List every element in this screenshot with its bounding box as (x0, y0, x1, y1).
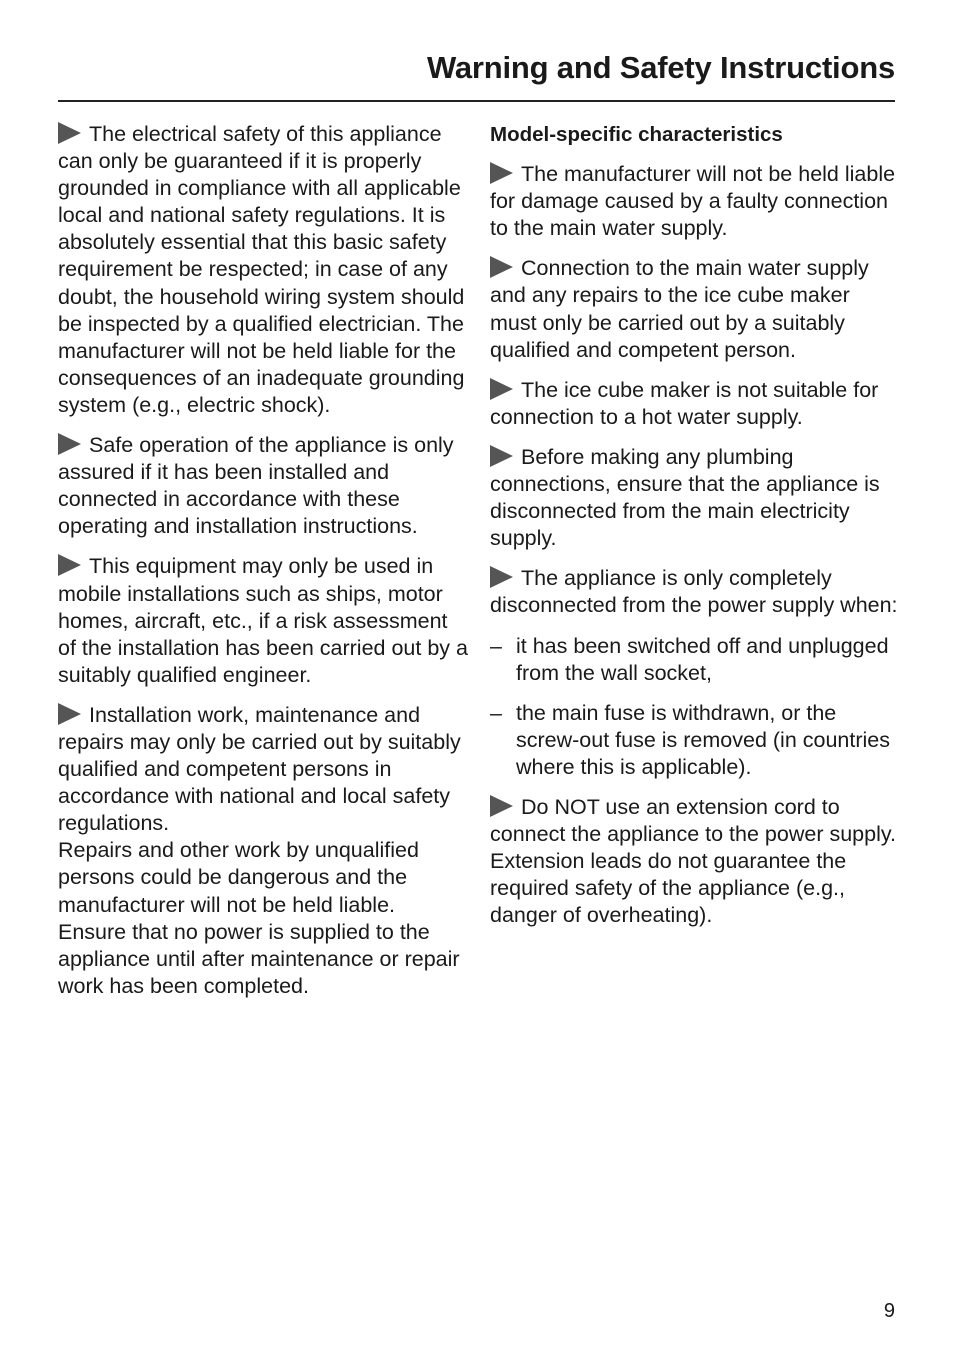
dash-list-item: – it has been switched off and unplugged from the wall socket, (490, 633, 889, 685)
page-title: Warning and Safety Instructions (426, 50, 895, 85)
left-column (58, 121, 470, 1013)
safety-paragraph: The appliance is only completely disconnected from the power supply when: (490, 566, 898, 618)
safety-paragraph: This equipment may only be used in mobile installations such as ships, motor homes, aircraft, etc., if a risk assessment of the installation has been carried out by a suitably qualified engineer. (58, 554, 468, 687)
right-column (490, 121, 900, 942)
dash-bullet: – (490, 700, 502, 725)
arrow-icon (58, 433, 81, 455)
arrow-icon (490, 566, 513, 588)
safety-paragraph: The manufacturer will not be held liable for damage caused by a faulty connection to the main water supply. (490, 162, 896, 241)
page-number: 9 (883, 1300, 895, 1322)
dash-list-item: – the main fuse is withdrawn, or the screw-out fuse is removed (in countries where this is applicable). (490, 700, 891, 779)
arrow-icon (490, 256, 513, 278)
arrow-icon (58, 122, 81, 144)
arrow-icon (58, 703, 81, 725)
header-rule (58, 100, 895, 102)
section-heading: Model-specific characteristics (490, 123, 783, 146)
safety-paragraph: Before making any plumbing connections, ensure that the appliance is disconnected from the main electricity supply. (490, 444, 880, 551)
safety-paragraph: The ice cube maker is not suitable for connection to a hot water supply. (490, 377, 879, 429)
arrow-icon (58, 554, 81, 576)
arrow-icon (490, 378, 513, 400)
safety-paragraph: Do NOT use an extension cord to connect the appliance to the power supply. Extension leads do not guarantee the required safety of the appliance (e.g., danger of overheating). (490, 794, 896, 928)
safety-paragraph: The electrical safety of this appliance can only be guaranteed if it is properly grounded in compliance with all applicable local and national safety regulations. It is absolutely essential that this basic safety requirement be respected; in case of any doubt, the household wiring system should be inspected by a qualified electrician. The manufacturer will not be held liable for the consequences of an inadequate grounding system (e.g., electric shock). (58, 122, 465, 417)
arrow-icon (490, 795, 513, 817)
arrow-icon (490, 162, 513, 184)
safety-paragraph: Connection to the main water supply and any repairs to the ice cube maker must only be carried out by a suitably qualified and competent person. (490, 256, 869, 362)
dash-bullet: – (490, 633, 502, 658)
arrow-icon (490, 445, 513, 467)
safety-paragraph: Safe operation of the appliance is only assured if it has been installed and connected in accordance with these operating and installation instructions. (58, 433, 454, 539)
safety-paragraph: Installation work, maintenance and repairs may only be carried out by suitably qualified and competent persons in accordance with national and local safety regulations. Repairs and other work by unqualified persons could be dangerous and the manufacturer will not be held liable. Ensure that no power is supplied to the appliance until after maintenance or repair work has been completed. (58, 702, 461, 998)
